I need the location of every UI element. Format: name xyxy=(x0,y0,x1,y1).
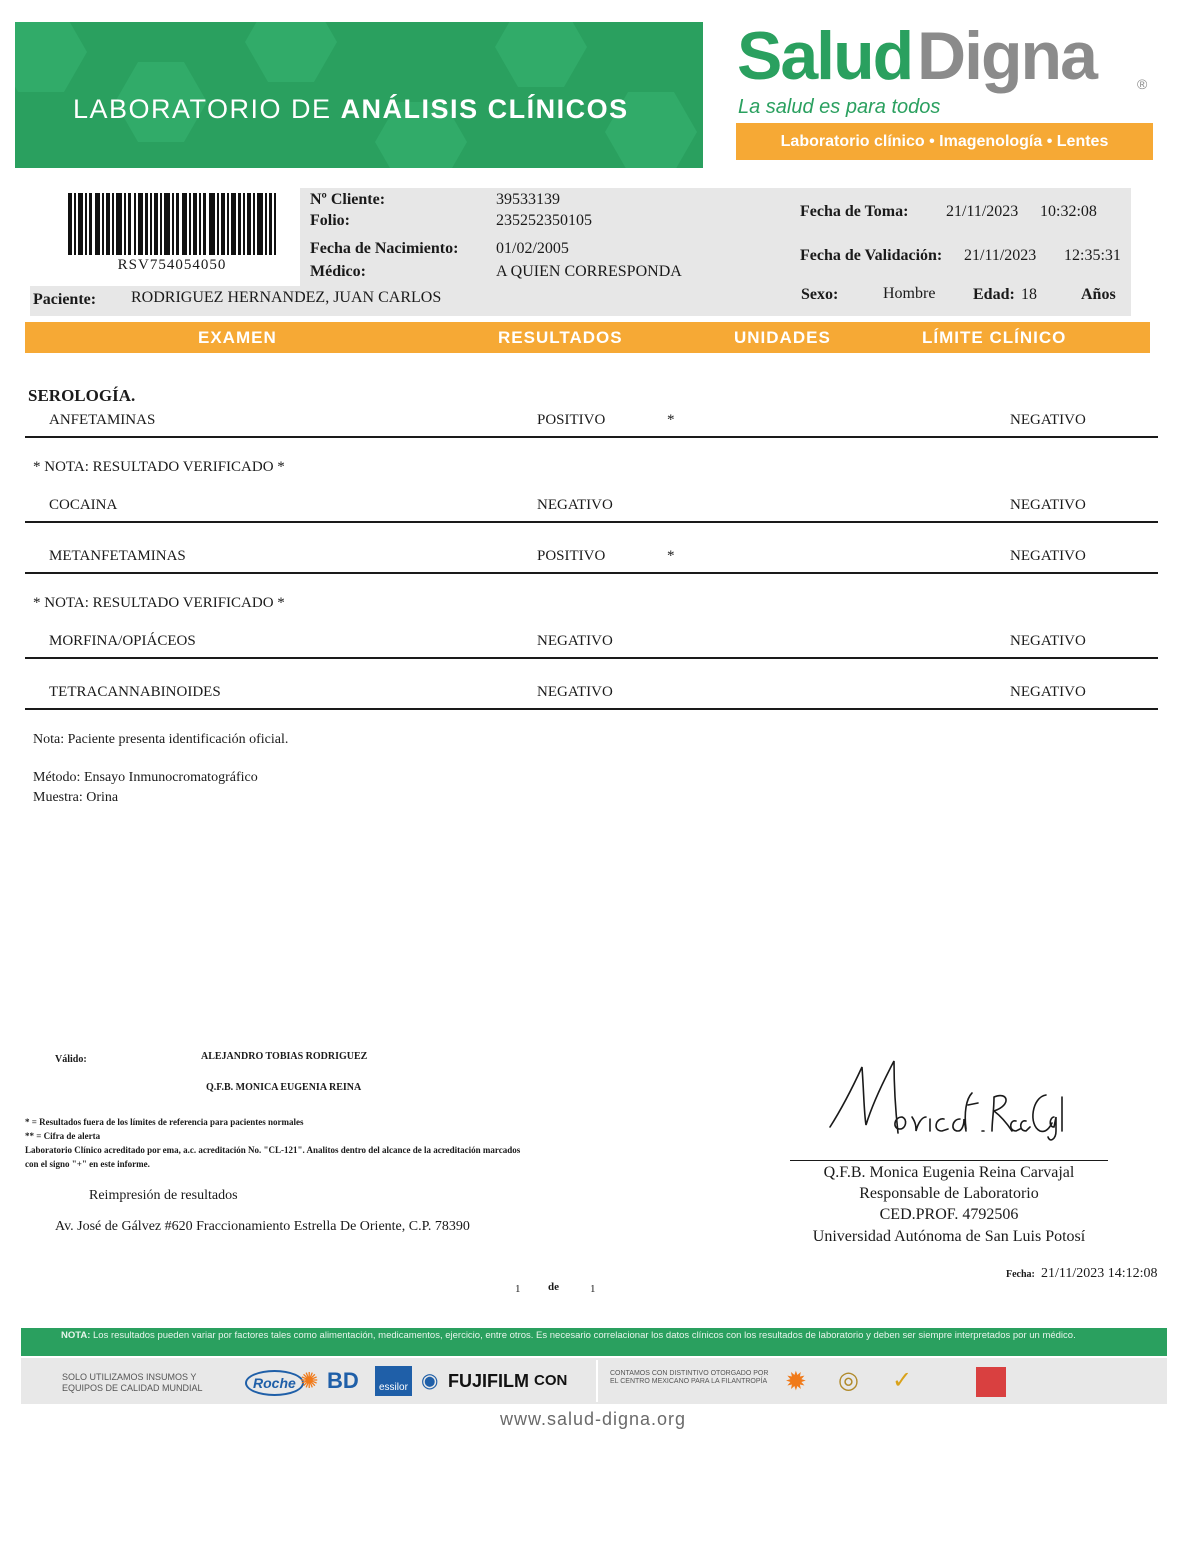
reprint-label: Reimpresión de resultados xyxy=(89,1188,238,1203)
validacion-fecha: 21/11/2023 xyxy=(964,247,1037,264)
sexo-value: Hombre xyxy=(883,285,936,302)
method-note: Método: Ensayo Inmunocromatográfico xyxy=(33,770,258,785)
exam-result: NEGATIVO xyxy=(537,684,613,700)
signature-image xyxy=(822,1055,1067,1150)
disclaimer-label: NOTA: xyxy=(61,1330,91,1341)
website-url: www.salud-digna.org xyxy=(499,1409,687,1429)
exam-limit: NEGATIVO xyxy=(1010,548,1086,564)
award-check-icon: ✓ xyxy=(892,1367,913,1394)
exam-result: POSITIVO xyxy=(537,412,606,428)
legend-line: * = Resultados fuera de los límites de referencia para pacientes normales xyxy=(25,1117,304,1127)
roche-logo: Roche xyxy=(245,1370,304,1396)
print-date: 21/11/2023 14:12:08 xyxy=(1041,1266,1158,1281)
exam-flag: * xyxy=(667,412,675,428)
cliente-label: Nº Cliente: xyxy=(310,191,386,208)
legend-line: con el signo "+" en este informe. xyxy=(25,1159,150,1169)
toma-fecha: 21/11/2023 xyxy=(946,203,1019,220)
validator-name-2: Q.F.B. MONICA EUGENIA REINA xyxy=(206,1082,362,1093)
page-total: 1 xyxy=(590,1283,596,1295)
paciente-label: Paciente: xyxy=(33,291,97,308)
essilor-logo: essilor xyxy=(375,1366,412,1396)
header-banner xyxy=(15,22,703,168)
logo-salud: Salud xyxy=(737,18,913,94)
ge-logo-icon: ◉ xyxy=(421,1370,439,1392)
table-row xyxy=(25,544,1158,574)
edad-unit: Años xyxy=(1081,286,1116,303)
page-current: 1 xyxy=(515,1283,521,1295)
validacion-hora: 12:35:31 xyxy=(1064,247,1121,264)
exam-flag: * xyxy=(667,548,675,564)
exam-name: COCAINA xyxy=(49,497,118,513)
folio-label: Folio: xyxy=(310,212,350,229)
distintivo-text: CONTAMOS CON DISTINTIVO OTORGADO POR EL CENTRO MEXICANO PARA LA FILANTROPÍA xyxy=(610,1370,769,1385)
award-badge-icon xyxy=(976,1367,1006,1397)
fujifilm-logo: FUJIFILM xyxy=(448,1371,529,1391)
exam-name: METANFETAMINAS xyxy=(49,548,186,564)
nacimiento-value: 01/02/2005 xyxy=(496,240,569,257)
verified-note: * NOTA: RESULTADO VERIFICADO * xyxy=(33,459,285,475)
medico-label: Médico: xyxy=(310,263,366,280)
insumos-text: SOLO UTILIZAMOS INSUMOS Y EQUIPOS DE CALIDAD MUNDIAL xyxy=(62,1372,203,1393)
award-sun-icon: ✹ xyxy=(785,1366,807,1396)
signature-line xyxy=(790,1160,1108,1161)
exam-limit: NEGATIVO xyxy=(1010,497,1086,513)
cliente-value: 39533139 xyxy=(496,191,560,208)
partners-divider xyxy=(596,1360,598,1402)
sample-note: Muestra: Orina xyxy=(33,790,119,805)
column-examen: EXAMEN xyxy=(198,328,277,347)
barcode-icon xyxy=(68,193,276,255)
barcode-number: RSV754054050 xyxy=(117,257,227,273)
alcon-logo: CON xyxy=(534,1372,568,1389)
legend-line: Laboratorio Clínico acreditado por ema, a.c. acreditación No. "CL-121". Analitos dentro del alcance de la acreditación marcados xyxy=(25,1145,521,1155)
edad-label: Edad: xyxy=(973,286,1015,303)
exam-name: TETRACANNABINOIDES xyxy=(49,684,221,700)
signer-role: Responsable de Laboratorio xyxy=(859,1185,1039,1202)
logo-tagline: La salud es para todos xyxy=(738,96,941,118)
lab-address: Av. José de Gálvez #620 Fraccionamiento Estrella De Oriente, C.P. 78390 xyxy=(55,1219,470,1234)
print-date-label: Fecha: xyxy=(1006,1269,1035,1280)
valido-label: Válido: xyxy=(55,1054,87,1065)
exam-name: MORFINA/OPIÁCEOS xyxy=(49,633,196,649)
folio-value: 235252350105 xyxy=(496,212,592,229)
exam-result: NEGATIVO xyxy=(537,633,613,649)
exam-result: POSITIVO xyxy=(537,548,606,564)
page-of: de xyxy=(548,1281,559,1293)
exam-limit: NEGATIVO xyxy=(1010,633,1086,649)
table-row xyxy=(25,680,1158,710)
exam-result: NEGATIVO xyxy=(537,497,613,513)
patient-id-note: Nota: Paciente presenta identificación oficial. xyxy=(33,732,289,747)
table-row xyxy=(25,408,1158,438)
bd-logo: BD xyxy=(327,1368,359,1393)
verified-note: * NOTA: RESULTADO VERIFICADO * xyxy=(33,595,285,611)
banner-title: LABORATORIO DE ANÁLISIS CLÍNICOS xyxy=(73,94,629,124)
signer-ced: CED.PROF. 4792506 xyxy=(879,1206,1019,1223)
medico-value: A QUIEN CORRESPONDA xyxy=(496,263,682,280)
validator-name-1: ALEJANDRO TOBIAS RODRIGUEZ xyxy=(201,1051,368,1062)
table-row xyxy=(25,629,1158,659)
toma-label: Fecha de Toma: xyxy=(800,203,909,220)
services-banner: Laboratorio clínico • Imagenología • Lentes xyxy=(736,123,1153,160)
exam-limit: NEGATIVO xyxy=(1010,412,1086,428)
sexo-label: Sexo: xyxy=(801,286,839,303)
column-resultados: RESULTADOS xyxy=(498,328,623,347)
column-unidades: UNIDADES xyxy=(734,328,831,347)
signer-university: Universidad Autónoma de San Luis Potosí xyxy=(812,1228,1086,1245)
award-seal-icon: ◎ xyxy=(838,1367,859,1394)
toma-hora: 10:32:08 xyxy=(1040,203,1097,220)
column-limite-clinico: LÍMITE CLÍNICO xyxy=(922,328,1067,347)
disclaimer-bar xyxy=(21,1328,1167,1356)
section-title: SEROLOGÍA. xyxy=(28,386,136,405)
nacimiento-label: Fecha de Nacimiento: xyxy=(310,240,459,257)
validacion-label: Fecha de Validación: xyxy=(800,247,943,264)
bd-flower-icon: ✺ xyxy=(300,1368,319,1393)
exam-limit: NEGATIVO xyxy=(1010,684,1086,700)
signer-name: Q.F.B. Monica Eugenia Reina Carvajal xyxy=(823,1164,1075,1181)
paciente-value: RODRIGUEZ HERNANDEZ, JUAN CARLOS xyxy=(131,289,442,306)
exam-name: ANFETAMINAS xyxy=(49,412,156,428)
logo-registered-mark: ® xyxy=(1137,76,1148,92)
edad-value: 18 xyxy=(1021,286,1037,303)
legend-line: ** = Cifra de alerta xyxy=(25,1131,101,1141)
disclaimer-text: Los resultados pueden variar por factores tales como alimentación, medicamentos, ejercicio, entre otros. Es necesario correlacionar los datos clínicos con los resultados de laboratorio y deben ser siempre interpretados por un médico. xyxy=(93,1330,1076,1341)
table-row xyxy=(25,493,1158,523)
logo-digna: Digna xyxy=(917,18,1096,94)
